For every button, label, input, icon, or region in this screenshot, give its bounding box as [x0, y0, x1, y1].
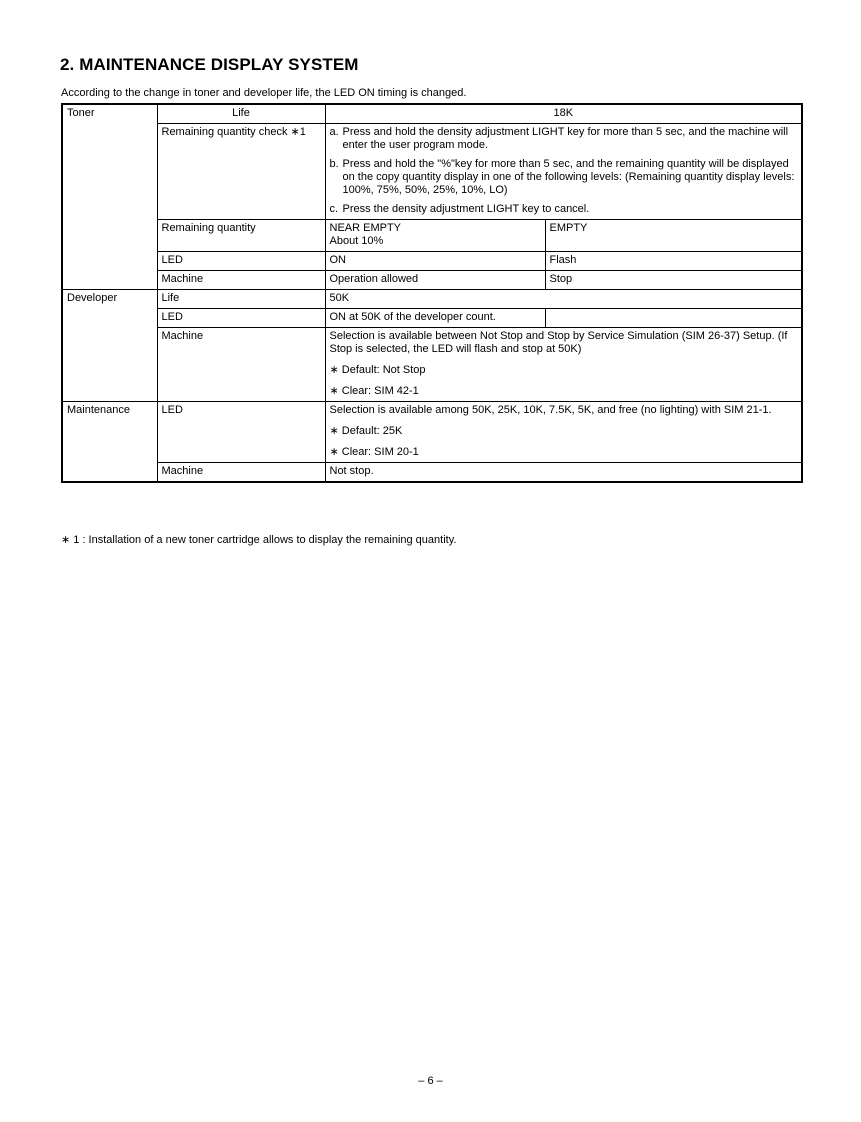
- page-title: 2. MAINTENANCE DISPLAY SYSTEM: [60, 55, 359, 74]
- table-row: [62, 252, 802, 271]
- check-step-text: Press and hold the density adjustment LIGHT key for more than 5 sec, and the machine will enter the user program mode.: [342, 126, 789, 151]
- toner-led-label: LED: [157, 252, 325, 271]
- developer-machine-default: ∗ Default: Not Stop: [329, 364, 426, 376]
- check-step: [330, 158, 798, 197]
- developer-led-value: ON at 50K of the developer count.: [325, 309, 545, 328]
- toner-near-empty: [325, 220, 545, 252]
- toner-led-flash: Flash: [545, 252, 802, 271]
- check-step-label: c.: [329, 203, 339, 215]
- developer-label: Developer: [62, 290, 157, 402]
- check-step-label: b.: [329, 158, 339, 170]
- maintenance-led-cell: [325, 402, 802, 463]
- toner-led-on: ON: [325, 252, 545, 271]
- maintenance-led-default: ∗ Default: 25K: [329, 425, 403, 437]
- check-step-text: Press and hold the "%"key for more than 5 sec, and the remaining quantity will be displayed on the copy quantity display in one of the following levels: (Remaining quantity display levels: 100%, 75%, 50%, 25%, 10%, LO): [342, 158, 795, 196]
- developer-machine-cell: [325, 328, 802, 402]
- developer-machine-clear: ∗ Clear: SIM 42-1: [329, 385, 419, 397]
- maintenance-table: [61, 103, 803, 483]
- intro-text: According to the change in toner and developer life, the LED ON timing is changed.: [61, 87, 467, 99]
- developer-machine-label: Machine: [157, 328, 325, 402]
- maintenance-label: Maintenance: [62, 402, 157, 483]
- check-step: [330, 203, 798, 216]
- check-step-label: a.: [329, 126, 339, 138]
- near-empty-sub: About 10%: [329, 235, 384, 247]
- maintenance-led-label: LED: [157, 402, 325, 463]
- toner-life-label: Life: [157, 104, 325, 124]
- toner-check-steps: [325, 124, 802, 220]
- maintenance-machine-value: Not stop.: [325, 463, 802, 483]
- check-step-text: Press the density adjustment LIGHT key to cancel.: [342, 203, 590, 215]
- developer-life-label: Life: [157, 290, 325, 309]
- toner-check-label: Remaining quantity check ∗1: [157, 124, 325, 220]
- near-empty-text: NEAR EMPTY: [329, 222, 402, 234]
- toner-machine-label: Machine: [157, 271, 325, 290]
- footnote: ∗ 1 : Installation of a new toner cartridge allows to display the remaining quantity.: [61, 534, 457, 546]
- page-number: – 6 –: [418, 1075, 443, 1087]
- table-row: [62, 463, 802, 483]
- toner-life-value: 18K: [325, 104, 802, 124]
- developer-life-value: 50K: [325, 290, 802, 309]
- toner-remaining-label: Remaining quantity: [157, 220, 325, 252]
- maintenance-machine-label: Machine: [157, 463, 325, 483]
- maintenance-led-value: Selection is available among 50K, 25K, 10K, 7.5K, 5K, and free (no lighting) with SIM 21-1.: [329, 404, 772, 416]
- toner-machine-stop: Stop: [545, 271, 802, 290]
- table-row: [62, 271, 802, 290]
- toner-label: Toner: [62, 104, 157, 290]
- toner-machine-allowed: Operation allowed: [325, 271, 545, 290]
- developer-machine-value: Selection is available between Not Stop and Stop by Service Simulation (SIM 26-37) Setup. (If Stop is selected, the LED will flash and stop at 50K): [329, 330, 788, 355]
- developer-led-empty: [545, 309, 802, 328]
- maintenance-led-clear: ∗ Clear: SIM 20-1: [329, 446, 419, 458]
- toner-empty: EMPTY: [545, 220, 802, 252]
- table-row: [62, 309, 802, 328]
- table-row: [62, 124, 802, 220]
- table-row: [62, 220, 802, 252]
- developer-led-label: LED: [157, 309, 325, 328]
- table-row: [62, 104, 802, 124]
- check-step: [330, 126, 798, 152]
- table-row: [62, 402, 802, 463]
- table-row: [62, 328, 802, 402]
- table-row: [62, 290, 802, 309]
